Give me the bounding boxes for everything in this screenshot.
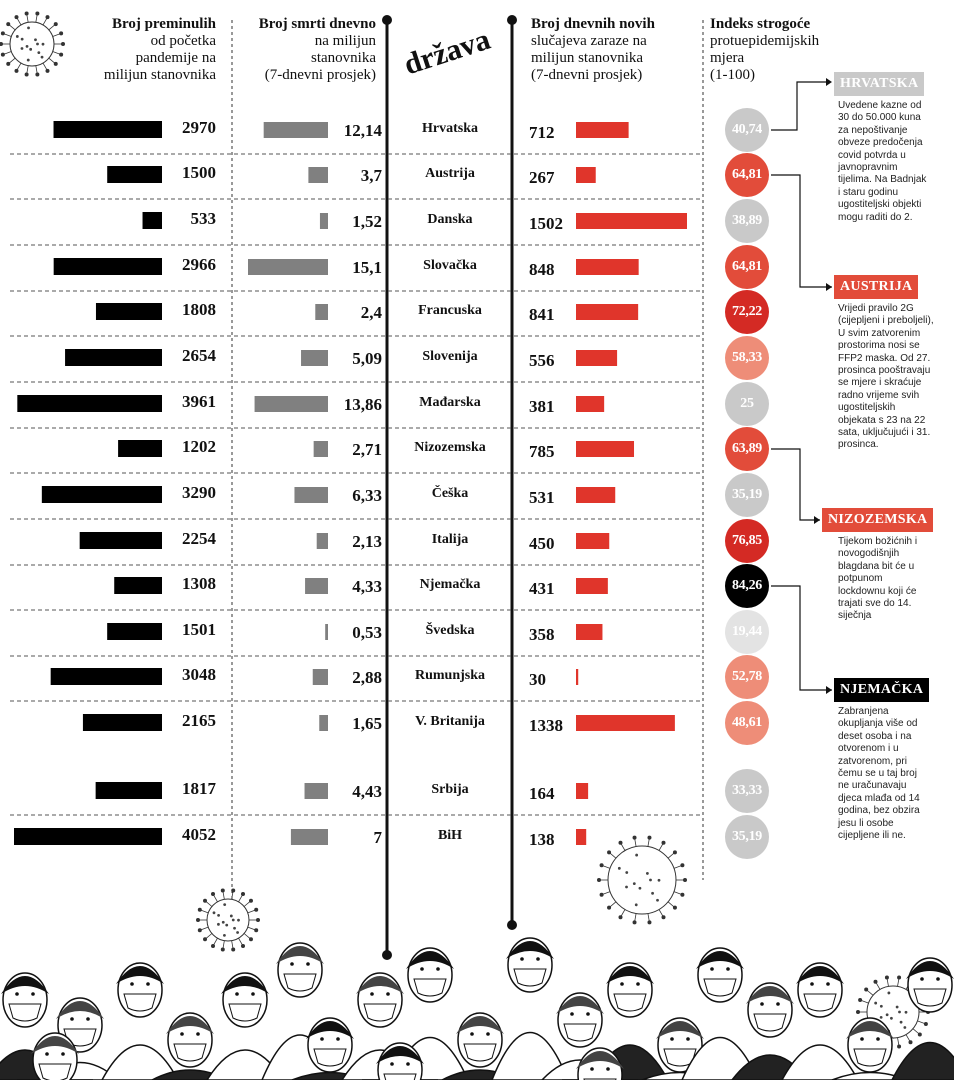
new-cases-bar [576,213,687,229]
note-line: novogodišnjih [838,548,900,560]
stringency-circle: 40,74 [725,108,769,152]
note-line: covid potvrda u [838,149,906,161]
deaths-daily-bar [325,624,328,640]
deaths-daily-bar [264,122,328,138]
deaths-total-bar [107,623,162,640]
note-text [838,536,954,623]
new-cases-bar [576,783,588,799]
stringency-circle: 84,26 [725,564,769,608]
stringency-circle: 64,81 [725,245,769,289]
new-cases-bar [576,167,596,183]
header-country: država [400,22,495,82]
deaths-daily-label: 4,33 [352,577,382,596]
deaths-total-label: 1308 [182,574,216,593]
deaths-total-label: 3961 [182,392,216,411]
note-line: sata, uključujući i 31. [838,427,931,439]
country-label: Rumunjska [414,668,486,683]
note-line: zatvorenom, pri [838,755,907,767]
stringency-circle: 19,44 [725,610,769,654]
country-label: Danska [427,212,473,227]
deaths-total-bar [118,440,162,457]
deaths-daily-label: 5,09 [352,349,382,368]
country-label: BiH [437,828,463,843]
note-line: cijepljene ili ne. [838,830,906,842]
deaths-daily-bar [319,715,328,731]
note-line: siječnja [838,610,872,622]
note-title-nizozemska: NIZOZEMSKA [822,508,933,532]
new-cases-bar [576,669,578,685]
deaths-daily-label: 13,86 [343,395,382,414]
note-line: potpunom [838,573,883,585]
note-line: tijelima. Na Badnjak [838,174,927,186]
deaths-total-bar [107,166,162,183]
note-line: prostorima nosi se [838,340,920,352]
stringency-circle: 35,19 [725,815,769,859]
stringency-circle: 52,78 [725,655,769,699]
note-text [838,706,954,842]
new-cases-label: 30 [529,670,546,689]
new-cases-label: 848 [529,260,555,279]
note-line: Vrijedi pravilo 2G [838,303,914,314]
note-line: godina, bez obzira [838,805,920,817]
note-line: za nepoštivanje [838,124,908,136]
note-line: se mjere i skraćuje [838,377,922,389]
stringency-circle: 33,33 [725,769,769,813]
deaths-daily-bar [305,578,328,594]
country-label: V. Britanija [415,714,485,729]
country-label: Srbija [431,782,469,797]
note-line: obveze predočenja [838,137,923,149]
new-cases-bar [576,578,608,594]
note-arrow [826,686,832,694]
stringency-circle: 64,81 [725,153,769,197]
new-cases-label: 1338 [529,716,563,735]
deaths-daily-bar [308,167,328,183]
new-cases-bar [576,259,639,275]
note-arrow [826,283,832,291]
deaths-total-label: 1808 [182,300,216,319]
deaths-total-label: 2966 [182,255,216,274]
header-deaths-total: Broj preminulih od početka pandemije na milijun stanovnika [103,16,216,83]
country-label: Francuska [418,303,482,318]
country-label: Švedska [425,623,475,638]
country-label: Njemačka [419,577,481,592]
deaths-daily-label: 12,14 [343,121,382,140]
deaths-total-bar [143,212,162,229]
axis-dot [507,920,517,930]
note-line: ugostiteljskih [838,402,896,414]
country-label: Slovačka [423,258,477,273]
country-label: Slovenija [422,349,478,364]
stringency-circle: 63,89 [725,427,769,471]
deaths-total-bar [80,532,162,549]
note-connector [771,586,832,690]
deaths-daily-label: 1,65 [352,714,382,733]
note-title-hrvatska: HRVATSKA [834,72,924,96]
deaths-daily-bar [317,533,328,549]
deaths-daily-bar [294,487,328,503]
deaths-total-label: 3290 [182,483,216,502]
note-text [838,100,954,224]
axis-dot [507,15,517,25]
new-cases-label: 556 [529,351,555,370]
deaths-total-bar [83,714,162,731]
note-line: 30 do 50.000 kuna [838,112,921,124]
new-cases-label: 138 [529,830,555,849]
deaths-total-bar [114,577,162,594]
deaths-total-label: 3048 [182,665,216,684]
deaths-total-bar [96,303,162,320]
deaths-total-label: 4052 [182,825,216,844]
axis-dot [382,950,392,960]
new-cases-bar [576,396,604,412]
country-label: Češka [431,486,469,501]
note-text [838,303,954,452]
new-cases-bar [576,487,615,503]
deaths-total-label: 2654 [182,346,216,365]
deaths-daily-bar [313,669,328,685]
note-line: Tijekom božićnih i [838,536,918,547]
new-cases-label: 358 [529,625,555,644]
note-line: ugostiteljski objekti [838,199,922,211]
note-line: radno vrijeme svih [838,389,920,401]
note-line: prosinca. [838,439,879,451]
new-cases-label: 267 [529,168,555,187]
deaths-total-label: 1817 [182,779,216,798]
deaths-total-bar [54,258,162,275]
note-line: deset osoba i na [838,730,912,742]
deaths-total-label: 533 [190,209,216,228]
crowd [0,938,954,1080]
note-line: trajati sve do 14. [838,598,912,610]
stringency-circle: 38,89 [725,199,769,243]
new-cases-bar [576,829,586,845]
virus-icon [597,836,687,925]
stringency-circle: 25 [725,382,769,426]
deaths-total-bar [51,668,162,685]
stringency-circle: 48,61 [725,701,769,745]
new-cases-bar [576,122,629,138]
deaths-daily-bar [315,304,328,320]
new-cases-label: 785 [529,442,555,461]
deaths-daily-label: 2,88 [352,668,382,687]
new-cases-bar [576,715,675,731]
new-cases-bar [576,533,609,549]
deaths-total-label: 1202 [182,437,216,456]
deaths-total-label: 2165 [182,711,216,730]
new-cases-bar [576,350,617,366]
new-cases-label: 431 [529,579,555,598]
note-connector [771,175,832,287]
note-arrow [814,516,820,524]
deaths-daily-bar [248,259,328,275]
country-label: Italija [431,532,469,547]
country-label: Mađarska [419,395,481,410]
deaths-total-bar [14,828,162,845]
note-line: ne uračunavaju [838,780,907,792]
note-line: okupljanja više od [838,718,918,730]
new-cases-label: 841 [529,305,555,324]
stringency-circle: 76,85 [725,519,769,563]
note-line: lockdownu koji će [838,585,917,597]
note-connector [771,82,830,130]
note-line: javnopravnim [838,162,898,174]
new-cases-bar [576,304,638,320]
virus-icon [0,11,65,76]
deaths-daily-label: 4,43 [352,782,382,801]
virus-icon [196,888,260,951]
note-line: blagdana bit će u [838,560,915,572]
deaths-daily-bar [305,783,328,799]
header-stringency: Indeks strogoće protuepidemijskih mjera (1-100) [710,16,820,83]
deaths-daily-bar [320,213,328,229]
note-line: prosinca pooštravaju [838,365,931,377]
new-cases-bar [576,624,602,640]
axis-dot [382,15,392,25]
deaths-total-bar [17,395,162,412]
note-line: djeca mlađa od 14 [838,792,920,804]
deaths-daily-label: 1,52 [352,212,382,231]
deaths-total-label: 2254 [182,529,216,548]
deaths-daily-label: 0,53 [352,623,382,642]
deaths-total-bar [96,782,162,799]
stringency-circle: 35,19 [725,473,769,517]
new-cases-label: 164 [529,784,555,803]
new-cases-label: 450 [529,534,555,553]
note-line: Uvedene kazne od [838,100,922,111]
deaths-total-label: 1501 [182,620,216,639]
country-label: Nizozemska [414,440,486,455]
note-connectors [771,78,832,694]
note-title-njemačka: NJEMAČKA [834,678,929,702]
crowd-illustration [0,938,954,1080]
note-connector [771,449,820,520]
new-cases-bar [576,441,634,457]
deaths-total-bar [42,486,162,503]
deaths-daily-label: 3,7 [360,166,382,185]
deaths-total-bar [65,349,162,366]
note-line: FFP2 maska. Od 27. [838,352,931,364]
deaths-total-bar [54,121,162,138]
new-cases-label: 712 [529,123,555,142]
new-cases-label: 1502 [529,214,563,233]
note-line: objekata s 23 na 22 [838,414,926,426]
deaths-total-label: 1500 [182,163,216,182]
note-line: Zabranjena [838,706,889,717]
deaths-daily-label: 15,1 [352,258,382,277]
deaths-daily-label: 2,4 [360,303,382,322]
note-line: čemu se u taj broj [838,768,917,780]
deaths-daily-label: 2,13 [352,532,382,551]
new-cases-label: 381 [529,397,555,416]
note-line: jesu li osobe [838,817,894,829]
new-cases-label: 531 [529,488,555,507]
deaths-daily-bar [314,441,328,457]
stringency-circle: 58,33 [725,336,769,380]
deaths-daily-bar [255,396,328,412]
note-line: (cijepljeni i preboljeli), [838,315,934,327]
country-label: Austrija [425,166,475,181]
country-label: Hrvatska [422,121,478,136]
note-title-austrija: AUSTRIJA [834,275,918,299]
stringency-circle: 72,22 [725,290,769,334]
deaths-daily-label: 7 [373,828,382,847]
note-line: U svim zatvorenim [838,327,921,339]
note-line: i staru godinu [838,186,899,198]
header-deaths-daily: Broj smrti dnevno na milijun stanovnika (7-dnevni prosjek) [258,16,376,83]
deaths-daily-bar [301,350,328,366]
deaths-daily-label: 2,71 [352,440,382,459]
deaths-daily-bar [291,829,328,845]
deaths-total-label: 2970 [182,118,216,137]
note-line: mogu raditi do 2. [838,211,913,223]
note-line: otvorenom i u [838,743,899,755]
header-new-cases: Broj dnevnih novih slučajeva zaraze na milijun stanovnika (7-dnevni prosjek) [531,16,655,83]
deaths-daily-label: 6,33 [352,486,382,505]
